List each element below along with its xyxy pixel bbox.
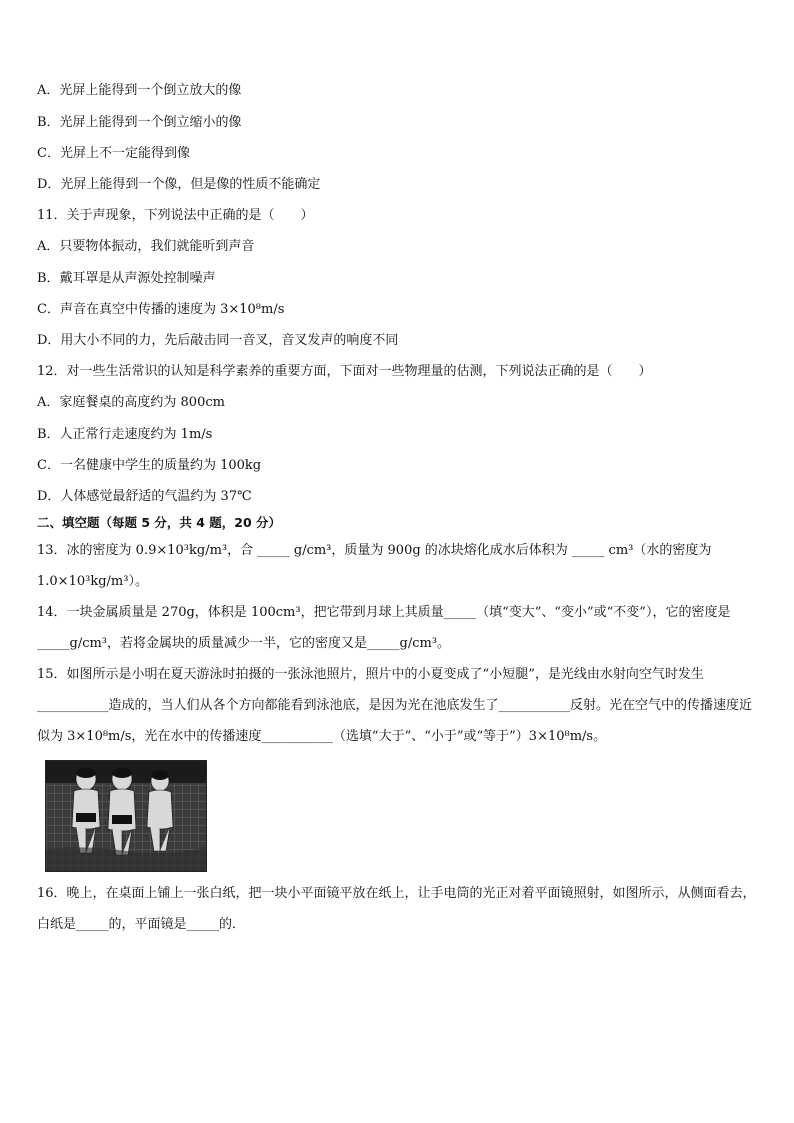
q11-option-d: D．用大小不同的力，先后敲击同一音叉，音叉发声的响度不同 bbox=[37, 333, 399, 348]
q15-text: 15．如图所示是小明在夏天游泳时拍摄的一张泳池照片，照片中的小夏变成了“小短腿”，是光线由水射向空气时发生___________造成的，当人们从各个方向都能看到泳池底，是因为光在池底发生了___________反射。光在空气中的传播速度近似为 3×10⁸m/s，光在水中的传播速度___________（选填“大于”、“小于”或“等于”）3×10⁸m/s。 bbox=[37, 667, 753, 744]
q11-option-a: A．只要物体振动，我们就能听到声音 bbox=[37, 239, 255, 254]
pool-photo-illustration bbox=[46, 761, 206, 871]
q11-option-b: B．戴耳罩是从声源处控制噪声 bbox=[37, 271, 216, 286]
q12-option-a: A．家庭餐桌的高度约为 800cm bbox=[37, 395, 225, 410]
section-heading: 二、填空题（每题 5 分，共 4 题，20 分） bbox=[37, 515, 282, 530]
q10-option-b: B．光屏上能得到一个倒立缩小的像 bbox=[37, 115, 242, 130]
q12-stem: 12．对一些生活常识的认知是科学素养的重要方面，下面对一些物理量的估测，下列说法正确的是（ ） bbox=[37, 364, 652, 379]
q13-text: 13．冰的密度为 0.9×10³kg/m³，合 _____ g/cm³，质量为 900g 的冰块熔化成水后体积为 _____ cm³（水的密度为 1.0×10³kg/m³）。 bbox=[37, 543, 712, 589]
q11-stem: 11．关于声现象，下列说法中正确的是（ ） bbox=[37, 208, 314, 223]
q14-text: 14．一块金属质量是 270g，体积是 100cm³，把它带到月球上其质量_____（填“变大”、“变小”或“不变”），它的密度是_____g/cm³，若将金属块的质量减少一半，它的密度又是_____g/cm³。 bbox=[37, 605, 731, 651]
q10-option-d: D．光屏上能得到一个像，但是像的性质不能确定 bbox=[37, 177, 321, 192]
q10-option-a: A．光屏上能得到一个倒立放大的像 bbox=[37, 83, 242, 98]
q12-option-d: D．人体感觉最舒适的气温约为 37℃ bbox=[37, 489, 252, 504]
q16-text: 16．晚上，在桌面上铺上一张白纸，把一块小平面镜平放在纸上，让手电筒的光正对着平面镜照射，如图所示，从侧面看去，白纸是_____的，平面镜是_____的． bbox=[37, 886, 756, 932]
q12-option-b: B．人正常行走速度约为 1m/s bbox=[37, 427, 213, 442]
q12-option-c: C．一名健康中学生的质量约为 100kg bbox=[37, 458, 262, 473]
swimming-pool-photo bbox=[45, 760, 207, 872]
q10-option-c: C．光屏上不一定能得到像 bbox=[37, 146, 190, 161]
q11-option-c: C．声音在真空中传播的速度为 3×10⁸m/s bbox=[37, 302, 285, 317]
